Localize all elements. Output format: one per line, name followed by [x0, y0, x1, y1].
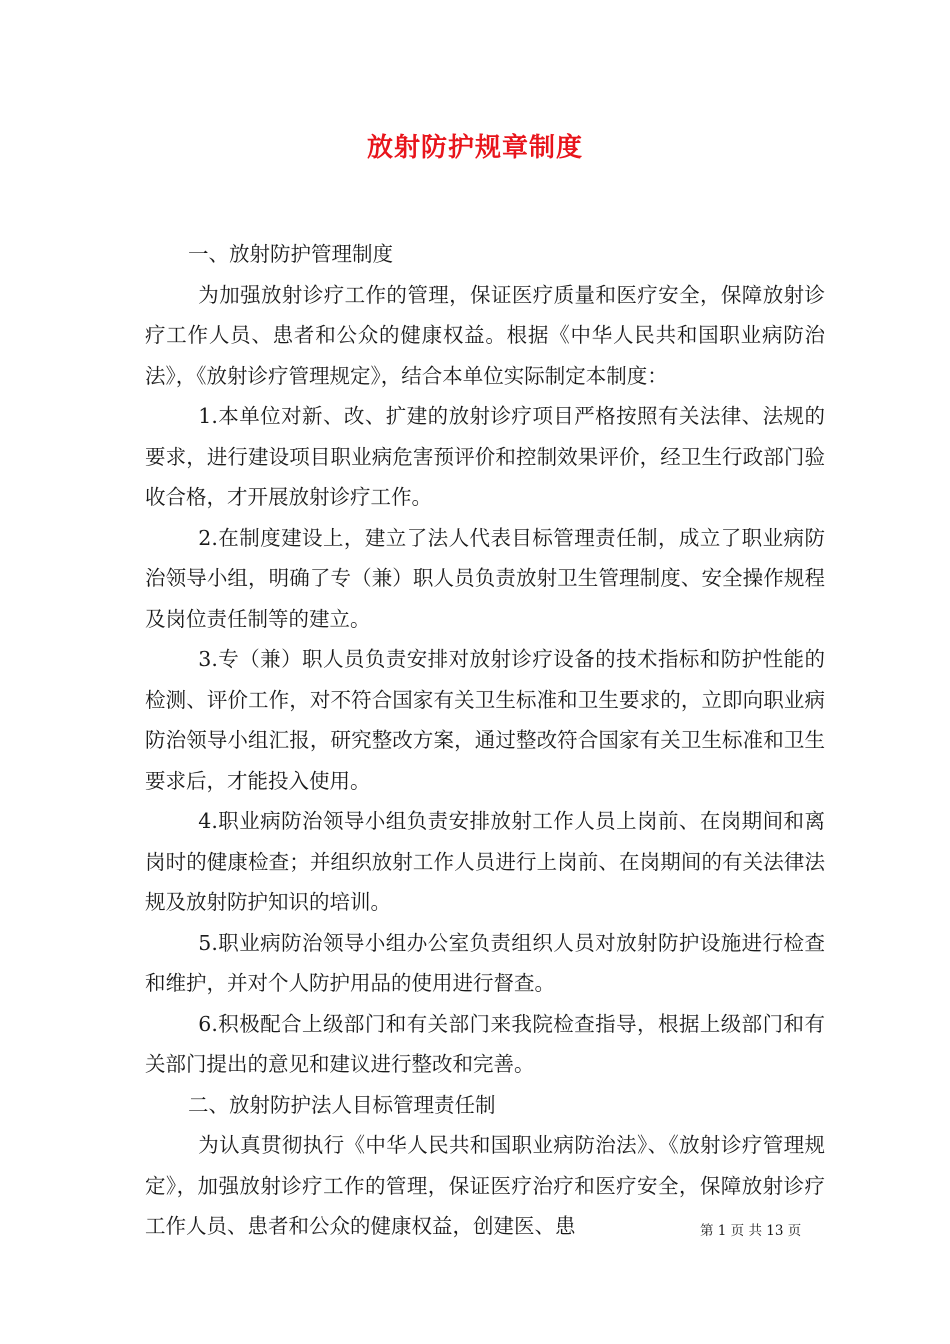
- paragraph: 为加强放射诊疗工作的管理，保证医疗质量和医疗安全，保障放射诊疗工作人员、患者和公众的健康权益。根据《中华人民共和国职业病防治法》，《放射诊疗管理规定》，结合本单位实际制定本制度：: [145, 282, 825, 388]
- paragraph: 6.积极配合上级部门和有关部门来我院检查指导，根据上级部门和有关部门提出的意见和建议进行整改和完善。: [145, 1011, 825, 1076]
- document-title: 放射防护规章制度: [366, 133, 583, 163]
- paragraph: 为认真贯彻执行《中华人民共和国职业病防治法》、《放射诊疗管理规定》，加强放射诊疗工作的管理，保证医疗治疗和医疗安全，保障放射诊疗工作人员、患者和公众的健康权益，创建医、患: [145, 1133, 825, 1238]
- paragraph: 1.本单位对新、改、扩建的放射诊疗项目严格按照有关法律、法规的要求，进行建设项目职业病危害预评价和控制效果评价，经卫生行政部门验收合格，才开展放射诊疗工作。: [145, 404, 825, 509]
- paragraph: 3.专（兼）职人员负责安排对放射诊疗设备的技术指标和防护性能的检测、评价工作，对不符合国家有关卫生标准和卫生要求的，立即向职业病防治领导小组汇报，研究整改方案，通过整改符合国家有关卫生标准和卫生要求后，才能投入使用。: [145, 647, 825, 793]
- section-heading-1: 一、放射防护管理制度: [188, 242, 394, 266]
- section-heading-2: 二、放射防护法人目标管理责任制: [188, 1092, 496, 1117]
- page-number: 第 1 页 共 13 页: [700, 1223, 802, 1239]
- paragraph: 2.在制度建设上，建立了法人代表目标管理责任制，成立了职业病防治领导小组，明确了专（兼）职人员负责放射卫生管理制度、安全操作规程及岗位责任制等的建立。: [145, 525, 825, 631]
- document-body: [145, 234, 825, 1247]
- paragraph: 4.职业病防治领导小组负责安排放射工作人员上岗前、在岗期间和离岗时的健康检查；并组织放射工作人员进行上岗前、在岗期间的有关法律法规及放射防护知识的培训。: [145, 809, 825, 914]
- paragraph: 5.职业病防治领导小组办公室负责组织人员对放射防护设施进行检查和维护，并对个人防护用品的使用进行督查。: [145, 930, 825, 995]
